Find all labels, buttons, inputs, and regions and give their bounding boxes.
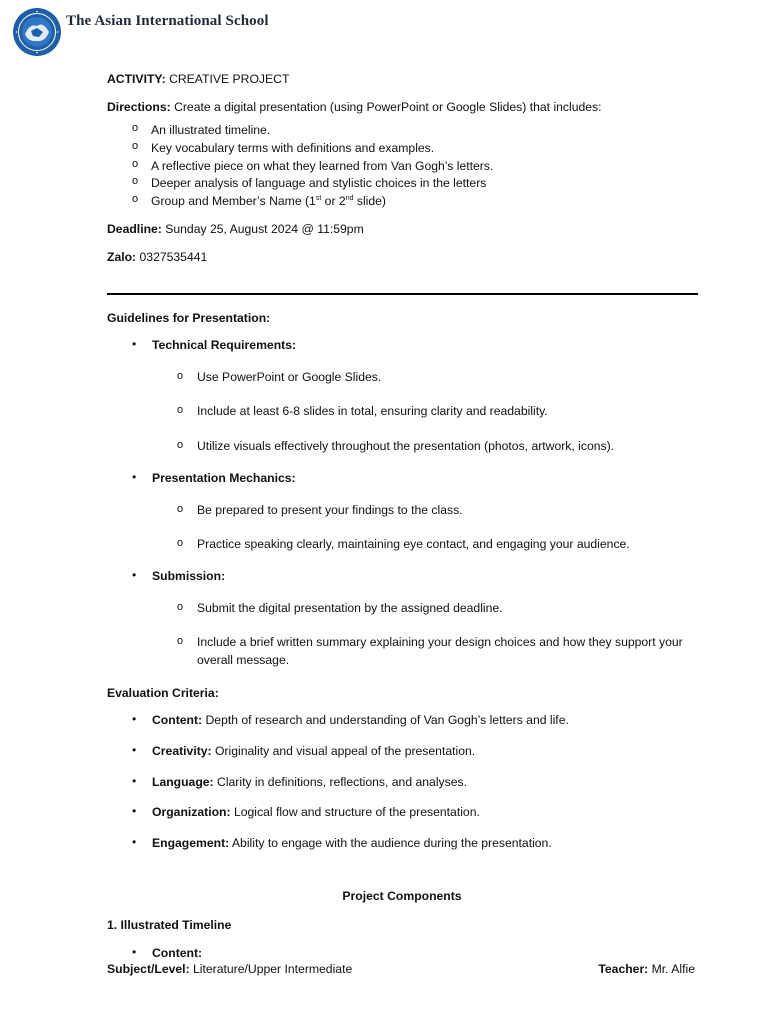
- subject-value: Literature/Upper Intermediate: [193, 962, 353, 976]
- bullet-icon: •: [132, 337, 137, 352]
- list-item: o Practice speaking clearly, maintaining eye contact, and engaging your audience.: [177, 535, 697, 553]
- criteria-label: Organization:: [152, 805, 231, 820]
- list-item-text: or 2: [321, 193, 346, 208]
- list-item: o Include a brief written summary explaining your design choices and how they support your overall message.: [177, 633, 697, 670]
- activity-value: CREATIVE PROJECT: [169, 72, 290, 86]
- evaluation-title: Evaluation Criteria:: [107, 685, 219, 700]
- teacher: [598, 962, 695, 976]
- evaluation-list: [132, 713, 697, 850]
- section-heading: Technical Requirements:: [152, 338, 297, 353]
- list-item: [132, 946, 697, 961]
- criteria-text: Logical flow and structure of the presentation.: [233, 805, 480, 820]
- divider: [107, 293, 698, 295]
- list-item: o Key vocabulary terms with definitions and examples.: [132, 141, 697, 156]
- activity-label: ACTIVITY:: [107, 72, 166, 86]
- list-item: o Use PowerPoint or Google Slides.: [177, 368, 697, 386]
- guideline-section: [132, 569, 697, 670]
- superscript: nd: [345, 194, 354, 202]
- list-item-text: slide): [353, 193, 386, 208]
- guideline-section: [132, 338, 697, 455]
- list-item: o An illustrated timeline.: [132, 123, 697, 138]
- deadline-label: Deadline:: [107, 222, 162, 237]
- components-section-heading: 1. Illustrated Timeline: [107, 918, 232, 933]
- bullet-icon: •: [132, 834, 137, 849]
- bullet-icon: •: [132, 773, 137, 788]
- document-body: [107, 72, 697, 976]
- bullet-icon: •: [132, 742, 137, 757]
- section-heading: Submission:: [152, 569, 226, 584]
- directions-value: Create a digital presentation (using PowerPoint or Google Slides) that includes:: [174, 99, 602, 114]
- zalo-line: [107, 250, 697, 265]
- list-item: o Utilize visuals effectively throughout the presentation (photos, artwork, icons).: [177, 437, 697, 455]
- list-item-label: Content:: [152, 945, 203, 960]
- list-item-text: Group and Member’s Name (1: [151, 193, 316, 208]
- criteria-item: [132, 836, 697, 851]
- criteria-text: Originality and visual appeal of the presentation.: [215, 743, 476, 758]
- bullet-icon: •: [132, 568, 137, 583]
- list-item: o Deeper analysis of language and stylistic choices in the letters: [132, 176, 697, 191]
- teacher-value: Mr. Alfie: [651, 962, 695, 976]
- list-item: [132, 194, 697, 209]
- bullet-icon: •: [132, 469, 137, 484]
- components-title: Project Components: [342, 888, 462, 903]
- sub-list: [177, 368, 697, 455]
- subject-level: [107, 962, 352, 976]
- criteria-item: [132, 713, 697, 728]
- school-name: The Asian International School: [66, 12, 269, 29]
- directions-label: Directions:: [107, 99, 171, 114]
- sub-list: [177, 501, 697, 554]
- deadline-line: [107, 222, 697, 237]
- components-list: [132, 946, 697, 961]
- bullet-icon: •: [132, 712, 137, 727]
- page-header: [12, 7, 269, 57]
- superscript: st: [315, 194, 322, 202]
- list-item: o Be prepared to present your findings to the class.: [177, 501, 697, 519]
- list-item: o Submit the digital presentation by the assigned deadline.: [177, 599, 697, 617]
- criteria-text: Depth of research and understanding of Van Gogh’s letters and life.: [205, 713, 569, 728]
- section-heading: Presentation Mechanics:: [152, 470, 296, 485]
- deadline-value: Sunday 25, August 2024 @ 11:59pm: [165, 222, 364, 237]
- bullet-icon: •: [132, 804, 137, 819]
- criteria-label: Engagement:: [152, 835, 230, 850]
- zalo-label: Zalo:: [107, 250, 137, 265]
- criteria-item: [132, 775, 697, 790]
- school-logo-icon: [12, 7, 62, 57]
- criteria-text: Ability to engage with the audience during the presentation.: [231, 835, 552, 850]
- criteria-label: Creativity:: [152, 743, 212, 758]
- page-footer: [107, 962, 695, 976]
- criteria-label: Language:: [152, 774, 214, 789]
- guidelines-title: Guidelines for Presentation:: [107, 310, 271, 325]
- criteria-item: [132, 744, 697, 759]
- guideline-section: [132, 471, 697, 553]
- activity-line: [107, 72, 697, 87]
- zalo-value: 0327535441: [139, 250, 208, 265]
- sub-list: [177, 599, 697, 670]
- directions-list: [132, 123, 697, 208]
- directions-line: [107, 100, 697, 115]
- bullet-icon: •: [132, 944, 137, 959]
- criteria-text: Clarity in definitions, reflections, and analyses.: [217, 774, 467, 789]
- list-item: o Include at least 6-8 slides in total, ensuring clarity and readability.: [177, 402, 697, 420]
- list-item: o A reflective piece on what they learned from Van Gogh’s letters.: [132, 159, 697, 174]
- guidelines-list: [132, 338, 697, 669]
- teacher-label: Teacher:: [598, 962, 649, 976]
- criteria-label: Content:: [152, 713, 203, 728]
- criteria-item: [132, 805, 697, 820]
- subject-label: Subject/Level:: [107, 962, 190, 976]
